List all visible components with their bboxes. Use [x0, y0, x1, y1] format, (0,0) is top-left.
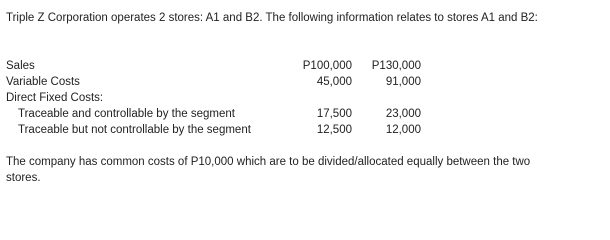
value-b2-traceable-not-controllable: 12,000 [385, 124, 421, 136]
closing-text-line-1: The company has common costs of P10,000 which are to be divided/allocated equally between the two [6, 156, 531, 168]
value-b2-sales: P130,000 [371, 60, 421, 72]
row-label-variable-costs: Variable Costs [6, 76, 80, 88]
row-label-direct-fixed-costs: Direct Fixed Costs: [6, 92, 104, 104]
value-a1-traceable-not-controllable: 12,500 [316, 124, 352, 136]
value-a1-sales: P100,000 [302, 60, 352, 72]
value-b2-traceable-controllable: 23,000 [385, 108, 421, 120]
intro-text: Triple Z Corporation operates 2 stores: A1 and B2. The following information relates to stores A1 and B2: [6, 12, 538, 24]
closing-text-line-2: stores. [6, 172, 41, 184]
row-label-sales: Sales [6, 60, 35, 72]
value-b2-variable-costs: 91,000 [385, 76, 421, 88]
value-a1-traceable-controllable: 17,500 [316, 108, 352, 120]
row-label-traceable-controllable: Traceable and controllable by the segment [18, 108, 235, 120]
row-label-traceable-not-controllable: Traceable but not controllable by the segment [18, 124, 251, 136]
value-a1-variable-costs: 45,000 [316, 76, 352, 88]
